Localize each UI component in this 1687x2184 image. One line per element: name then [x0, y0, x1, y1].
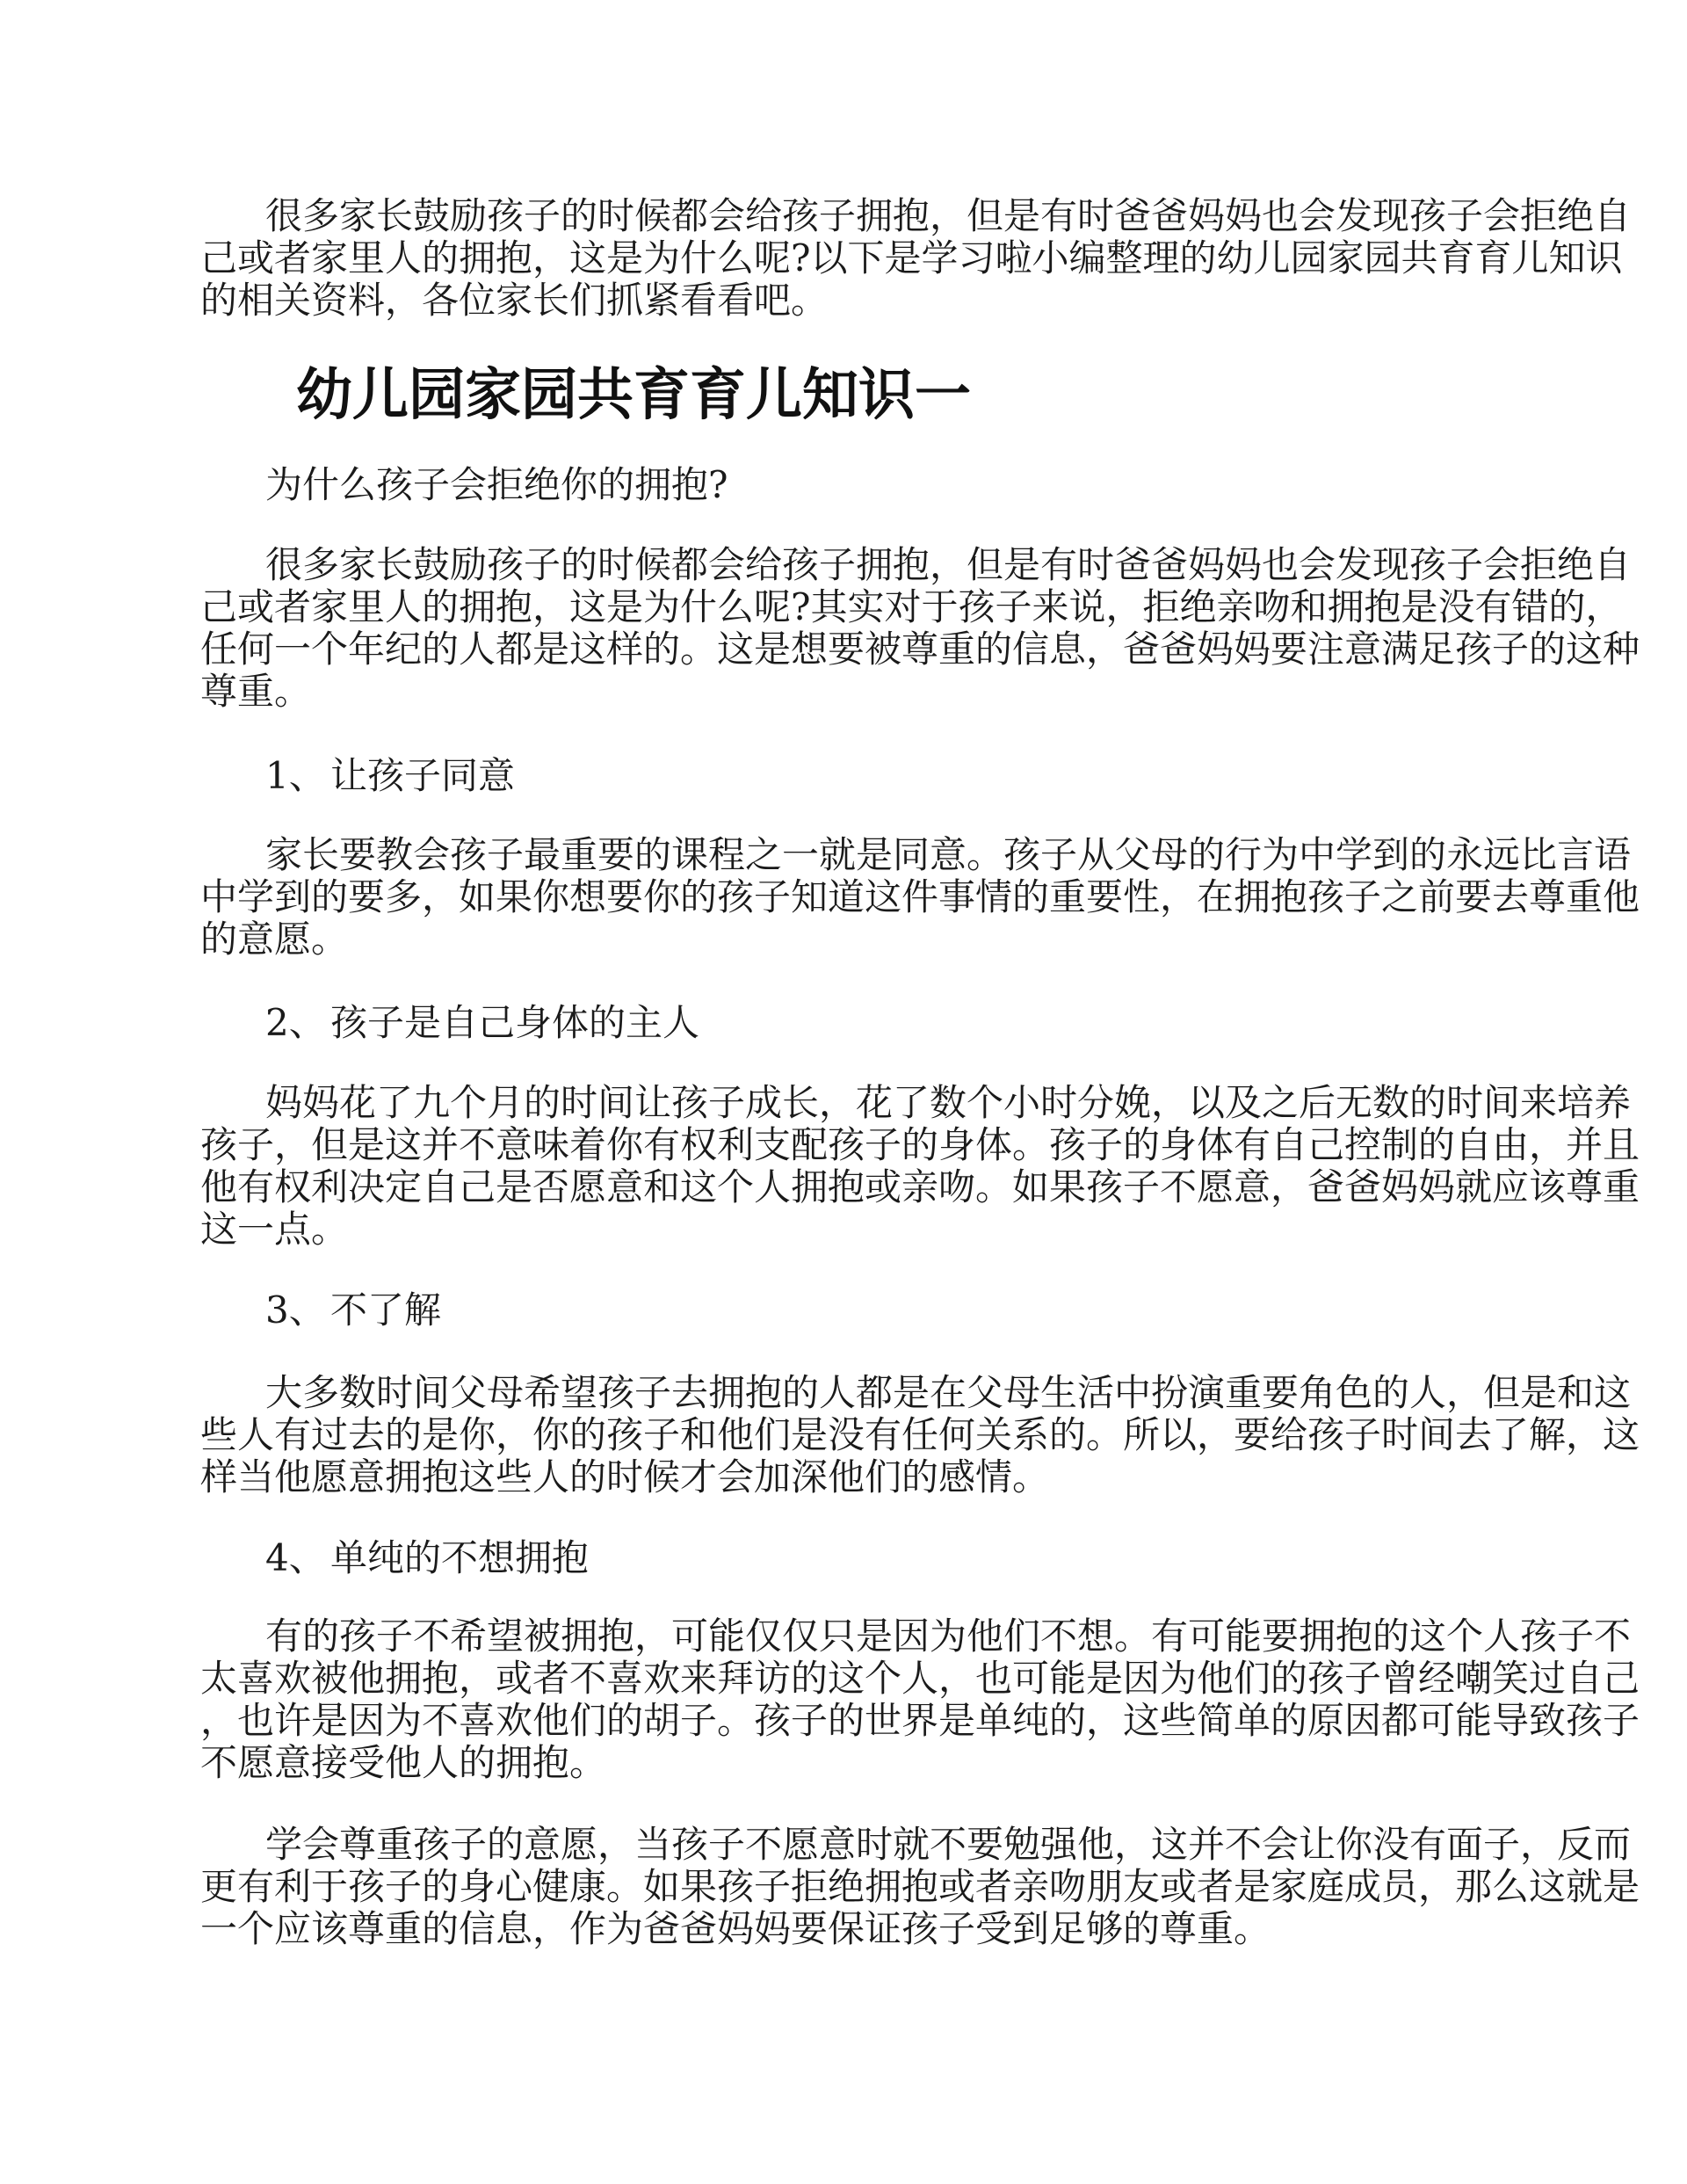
item-title: 单纯的不想拥抱: [330, 1536, 590, 1579]
paragraph-line: 孩子，但是这并不意味着你有权利支配孩子的身体。孩子的身体有自己控制的自由，并且: [200, 1123, 1640, 1166]
item-title: 孩子是自己身体的主人: [330, 1001, 700, 1044]
numbered-subheading: [265, 755, 515, 797]
paragraph: [200, 1823, 1640, 1950]
paragraph-line: 一个应该尊重的信息，作为爸爸妈妈要保证孩子受到足够的尊重。: [200, 1907, 1271, 1950]
paragraph-line: 学会尊重孩子的意愿，当孩子不愿意时就不要勉强他，这并不会让你没有面子，反而: [265, 1823, 1632, 1866]
paragraph: [200, 543, 1640, 713]
numbered-subheading: [265, 1537, 589, 1579]
paragraph-line: 己或者家里人的拥抱，这是为什么呢?其实对于孩子来说，拒绝亲吻和拥抱是没有错的，: [200, 585, 1623, 628]
paragraph-line: 大多数时间父母希望孩子去拥抱的人都是在父母生活中扮演重要角色的人，但是和这: [265, 1371, 1632, 1414]
paragraph: [200, 1614, 1640, 1784]
paragraph-line: 妈妈花了九个月的时间让孩子成长，花了数个小时分娩，以及之后无数的时间来培养: [265, 1081, 1632, 1124]
section-heading: 幼儿园家园共育育儿知识一: [296, 363, 971, 428]
item-number: 3、: [265, 1288, 326, 1331]
item-title: 不了解: [330, 1288, 442, 1331]
paragraph-line: ，也许是因为不喜欢他们的胡子。孩子的世界是单纯的，这些简单的原因都可能导致孩子: [200, 1699, 1640, 1742]
paragraph-line: 的相关资料，各位家长们抓紧看看吧。: [200, 279, 829, 322]
paragraph-line: 很多家长鼓励孩子的时候都会给孩子拥抱，但是有时爸爸妈妈也会发现孩子会拒绝自: [265, 543, 1632, 586]
paragraph-line: 这一点。: [200, 1208, 349, 1251]
paragraph-line: 太喜欢被他拥抱，或者不喜欢来拜访的这个人，也可能是因为他们的孩子曾经嘲笑过自己: [200, 1657, 1640, 1700]
paragraph-line: 家长要教会孩子最重要的课程之一就是同意。孩子从父母的行为中学到的永远比言语: [265, 833, 1632, 876]
paragraph-line: 有的孩子不希望被拥抱，可能仅仅只是因为他们不想。有可能要拥抱的这个人孩子不: [265, 1614, 1632, 1658]
intro-paragraph: [200, 194, 1632, 322]
paragraph-line: 任何一个年纪的人都是这样的。这是想要被尊重的信息，爸爸妈妈要注意满足孩子的这种: [200, 628, 1640, 671]
paragraph-line: 很多家长鼓励孩子的时候都会给孩子拥抱，但是有时爸爸妈妈也会发现孩子会拒绝自: [265, 194, 1632, 237]
numbered-subheading: [265, 1289, 441, 1331]
paragraph: [200, 1371, 1640, 1498]
paragraph-line: 尊重。: [200, 670, 312, 713]
item-title: 让孩子同意: [330, 754, 516, 797]
item-number: 1、: [265, 754, 326, 797]
numbered-subheading: [265, 1002, 699, 1044]
paragraph-line: 中学到的要多，如果你想要你的孩子知道这件事情的重要性，在拥抱孩子之前要去尊重他: [200, 875, 1640, 918]
paragraph: [200, 833, 1640, 961]
item-number: 4、: [265, 1536, 326, 1579]
paragraph-line: 些人有过去的是你，你的孩子和他们是没有任何关系的。所以，要给孩子时间去了解，这: [200, 1413, 1640, 1456]
paragraph: [200, 1081, 1640, 1251]
item-number: 2、: [265, 1001, 326, 1044]
paragraph-line: 的意愿。: [200, 918, 349, 961]
paragraph-line: 更有利于孩子的身心健康。如果孩子拒绝拥抱或者亲吻朋友或者是家庭成员，那么这就是: [200, 1865, 1640, 1908]
paragraph-line: 不愿意接受他人的拥抱。: [200, 1741, 607, 1784]
paragraph-line: 他有权利决定自己是否愿意和这个人拥抱或亲吻。如果孩子不愿意，爸爸妈妈就应该尊重: [200, 1165, 1640, 1208]
paragraph-line: 样当他愿意拥抱这些人的时候才会加深他们的感情。: [200, 1455, 1050, 1498]
question-subheading: 为什么孩子会拒绝你的拥抱?: [265, 463, 728, 506]
paragraph-line: 己或者家里人的拥抱，这是为什么呢?以下是学习啦小编整理的幼儿园家园共育育儿知识: [200, 236, 1623, 279]
